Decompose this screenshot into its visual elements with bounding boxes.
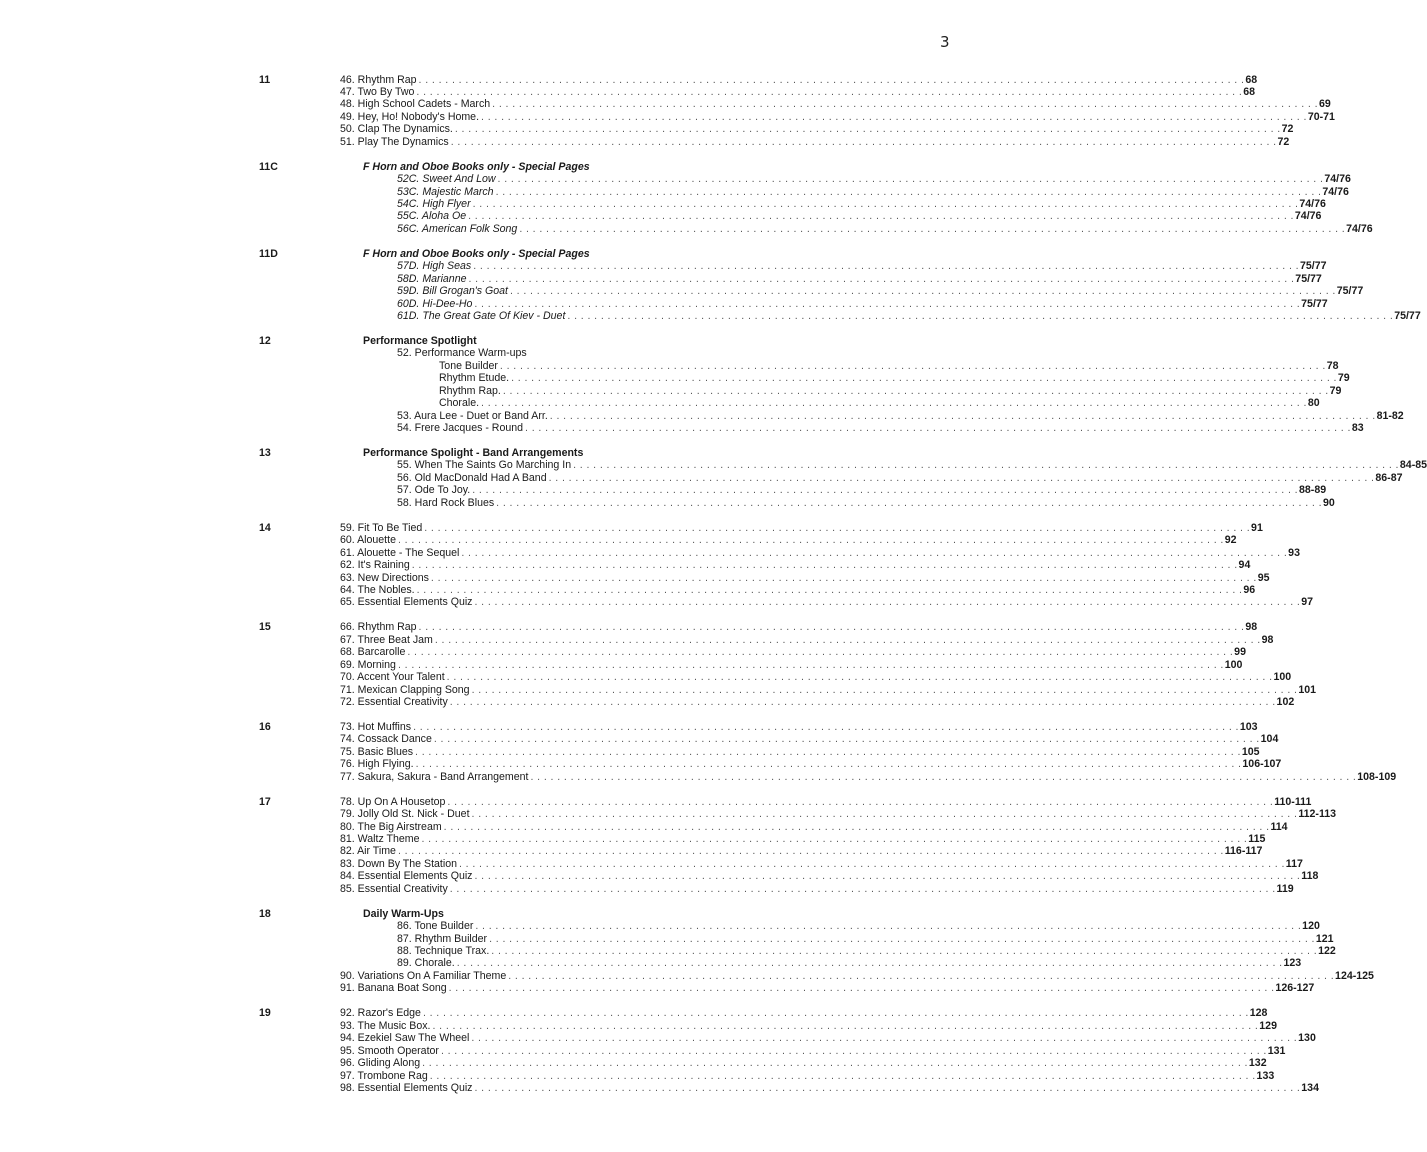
toc-entry[interactable]: [397, 272, 1322, 285]
dot-leader: . . . . . . . . . . . . . . . . . . . . . . . . . . . . . . . . . . . . . . . . . . . . . . . . . . . . . . . . . . . . . . . . . . . . . . . . . . . . . . . . . . . . . . . . . . . . . . . . . . . . . . . . . . . . . . . . . . . . . . . . . . . .: [433, 733, 1260, 746]
toc-entry-page: 69: [1318, 98, 1331, 111]
toc-entry-page: 75/77: [1336, 285, 1364, 298]
toc-entry[interactable]: [340, 85, 1255, 98]
toc-entry[interactable]: [340, 658, 1243, 671]
toc-entry-title: 70. Accent Your Talent: [340, 671, 445, 684]
toc-entry-page: 132: [1248, 1057, 1267, 1070]
toc-entry-page: 110-111: [1274, 795, 1312, 808]
dot-leader: . . . . . . . . . . . . . . . . . . . . . . . . . . . . . . . . . . . . . . . . . . . . . . . . . . . . . . . . . . . . . . . . . . . . . . . . . . . . . . . . . . . . . . . . . . . . . . . . . . . . . . . . . . . . . . . . . . . . . . . . . . . .: [471, 808, 1298, 821]
toc-entry-page: 103: [1239, 720, 1258, 733]
dot-leader: . . . . . . . . . . . . . . . . . . . . . . . . . . . . . . . . . . . . . . . . . . . . . . . . . . . . . . . . . . . . . . . . . . . . . . . . . . . . . . . . . . . . . . . . . . . . . . . . . . . . . . . . . . . . . . . . . . . . . . . . . . . .: [413, 720, 1239, 733]
toc-entry[interactable]: [340, 696, 1295, 708]
toc-entry[interactable]: [340, 745, 1260, 758]
toc-entry-title: 53. Aura Lee - Duet or Band Arr.: [397, 409, 548, 422]
toc-entry-title: 88. Technique Trax.: [397, 945, 490, 957]
toc-entry-title: 63. New Directions: [340, 571, 429, 584]
toc-entry[interactable]: [439, 397, 1320, 410]
toc-entry-title: 93. The Music Box.: [340, 1019, 431, 1032]
toc-entry[interactable]: [397, 222, 1373, 235]
dot-leader: . . . . . . . . . . . . . . . . . . . . . . . . . . . . . . . . . . . . . . . . . . . . . . . . . . . . . . . . . . . . . . . . . . . . . . . . . . . . . . . . . . . . . . . . . . . . . . . . . . . . . . . . . . . . . . . . . . . . . . . . . . . .: [448, 982, 1275, 995]
toc-entry-page: 114: [1270, 820, 1288, 833]
toc-entry-title: 47. Two By Two: [340, 85, 415, 98]
toc-entry-page: 102: [1276, 696, 1295, 708]
toc-entry-page: 68: [1245, 73, 1258, 86]
toc-entry-page: 134: [1301, 1081, 1319, 1094]
toc-entry-title: 57. Ode To Joy.: [397, 484, 471, 497]
toc-entry-page: 75/77: [1295, 272, 1322, 285]
toc-entry-title: Rhythm Rap.: [439, 384, 501, 397]
toc-entry-title: 84. Essential Elements Quiz: [340, 870, 473, 883]
toc-entry[interactable]: [397, 471, 1403, 484]
dot-leader: . . . . . . . . . . . . . . . . . . . . . . . . . . . . . . . . . . . . . . . . . . . . . . . . . . . . . . . . . . . . . . . . . . . . . . . . . . . . . . . . . . . . . . . . . . . . . . . . . . . . . . . . . . . . . . . . . . . . . . . . . . . .: [397, 658, 1224, 671]
dot-leader: . . . . . . . . . . . . . . . . . . . . . . . . . . . . . . . . . . . . . . . . . . . . . . . . . . . . . . . . . . . . . . . . . . . . . . . . . . . . . . . . . . . . . . . . . . . . . . . . . . . . . . . . . . . . . . . . . . . . . . . . . . . .: [456, 957, 1283, 970]
toc-entry-page: 118: [1301, 870, 1319, 883]
toc-entry-page: 96: [1243, 583, 1256, 596]
toc-entry-page: 117: [1285, 857, 1303, 870]
toc-entry[interactable]: [439, 359, 1339, 372]
section-number: 14: [259, 521, 271, 534]
toc-entry[interactable]: [439, 384, 1342, 397]
toc-entry[interactable]: [397, 347, 527, 359]
toc-entry-title: 48. High School Cadets - March: [340, 98, 491, 111]
toc-entry-title: 72. Essential Creativity: [340, 696, 448, 708]
toc-entry-page: 122: [1318, 945, 1336, 957]
dot-leader: . . . . . . . . . . . . . . . . . . . . . . . . . . . . . . . . . . . . . . . . . . . . . . . . . . . . . . . . . . . . . . . . . . . . . . . . . . . . . . . . . . . . . . . . . . . . . . . . . . . . . . . . . . . . . . . . . . . . . . . . . . . .: [509, 285, 1336, 298]
toc-entry-page: 70-71: [1307, 110, 1335, 123]
toc-entry-title: 87. Rhythm Builder: [397, 932, 488, 945]
toc-entry[interactable]: [340, 633, 1274, 646]
toc-entry-page: 123: [1283, 957, 1302, 970]
dot-leader: . . . . . . . . . . . . . . . . . . . . . . . . . . . . . . . . . . . . . . . . . . . . . . . . . . . . . . . . . . . . . . . . . . . . . . . . . . . . . . . . . . . . . . . . . . . . . . . . . . . . . . . . . . . . . . . . . . . . . . . . . . . .: [397, 845, 1224, 858]
dot-leader: . . . . . . . . . . . . . . . . . . . . . . . . . . . . . . . . . . . . . . . . . . . . . . . . . . . . . . . . . . . . . . . . . . . . . . . . . . . . . . . . . . . . . . . . . . . . . . . . . . . . . . . . . . . . . . . . . . . . . . . . . . . .: [567, 310, 1394, 323]
toc-entry-title: 95. Smooth Operator: [340, 1044, 439, 1057]
section-number: 12: [259, 334, 271, 347]
toc-entry[interactable]: [340, 571, 1270, 584]
dot-leader: . . . . . . . . . . . . . . . . . . . . . . . . . . . . . . . . . . . . . . . . . . . . . . . . . . . . . . . . . . . . . . . . . . . . . . . . . . . . . . . . . . . . . . . . . . . . . . . . . . . . . . . . . . . . . . . . . . . . . . . . . . . .: [416, 583, 1243, 596]
dot-leader: . . . . . . . . . . . . . . . . . . . . . . . . . . . . . . . . . . . . . . . . . . . . . . . . . . . . . . . . . . . . . . . . . . . . . . . . . . . . . . . . . . . . . . . . . . . . . . . . . . . . . . . . . . . . . . . . . . . . . . . . . . . .: [454, 123, 1281, 136]
dot-leader: . . . . . . . . . . . . . . . . . . . . . . . . . . . . . . . . . . . . . . . . . . . . . . . . . . . . . . . . . . . . . . . . . . . . . . . . . . . . . . . . . . . . . . . . . . . . . . . . . . . . . . . . . . . . . . . . . . . . . . . . . . . .: [519, 222, 1346, 235]
section-number: 11C: [259, 160, 278, 173]
dot-leader: . . . . . . . . . . . . . . . . . . . . . . . . . . . . . . . . . . . . . . . . . . . . . . . . . . . . . . . . . . . . . . . . . . . . . . . . . . . . . . . . . . . . . . . . . . . . . . . . . . . . . . . . . . . . . . . . . . . . . . . . . . . .: [499, 359, 1326, 372]
toc-entry-title: 81. Waltz Theme: [340, 832, 420, 845]
toc-entry-title: 46. Rhythm Rap: [340, 73, 417, 86]
dot-leader: . . . . . . . . . . . . . . . . . . . . . . . . . . . . . . . . . . . . . . . . . . . . . . . . . . . . . . . . . . . . . . . . . . . . . . . . . . . . . . . . . . . . . . . . . . . . . . . . . . . . . . . . . . . . . . . . . . . . . . . . . . . .: [416, 85, 1243, 98]
toc-entry-page: 131: [1267, 1044, 1286, 1057]
toc-entry-title: 85. Essential Creativity: [340, 882, 448, 895]
dot-leader: . . . . . . . . . . . . . . . . . . . . . . . . . . . . . . . . . . . . . . . . . . . . . . . . . . . . . . . . . . . . . . . . . . . . . . . . . . . . . . . . . . . . . . . . . . . . . . . . . . . . . . . . . . . . . . . . . . . . . . . . . . . .: [471, 1032, 1298, 1045]
dot-leader: . . . . . . . . . . . . . . . . . . . . . . . . . . . . . . . . . . . . . . . . . . . . . . . . . . . . . . . . . . . . . . . . . . . . . . . . . . . . . . . . . . . . . . . . . . . . . . . . . . . . . . . . . . . . . . . . . . . . . . . . . . . .: [429, 1069, 1256, 1082]
toc-entry-page: 100: [1224, 658, 1243, 671]
dot-leader: . . . . . . . . . . . . . . . . . . . . . . . . . . . . . . . . . . . . . . . . . . . . . . . . . . . . . . . . . . . . . . . . . . . . . . . . . . . . . . . . . . . . . . . . . . . . . . . . . . . . . . . . . . . . . . . . . . . . . . . . . . . .: [472, 198, 1299, 210]
toc-entry-page: 108-109: [1357, 770, 1397, 783]
toc-entry-title: 60D. Hi-Dee-Ho: [397, 297, 473, 310]
dot-leader: . . . . . . . . . . . . . . . . . . . . . . . . . . . . . . . . . . . . . . . . . . . . . . . . . . . . . . . . . . . . . . . . . . . . . . . . . . . . . . . . . . . . . . . . . . . . . . . . . . . . . . . . . . . . . . . . . . . . . . . . . . . .: [440, 1044, 1267, 1057]
toc-entry[interactable]: [340, 559, 1251, 572]
toc-entry-title: 67. Three Beat Jam: [340, 633, 433, 646]
toc-entry-page: 106-107: [1242, 758, 1282, 771]
toc-entry-page: 74/76: [1322, 185, 1349, 198]
dot-leader: . . . . . . . . . . . . . . . . . . . . . . . . . . . . . . . . . . . . . . . . . . . . . . . . . . . . . . . . . . . . . . . . . . . . . . . . . . . . . . . . . . . . . . . . . . . . . . . . . . . . . . . . . . . . . . . . . . . . . . . . . . . .: [422, 1007, 1249, 1020]
toc-entry-title: 65. Essential Elements Quiz: [340, 596, 473, 609]
toc-entry-title: 76. High Flying.: [340, 758, 414, 771]
toc-entry[interactable]: [340, 1044, 1286, 1057]
toc-entry-title: 57D. High Seas: [397, 260, 472, 273]
dot-leader: . . . . . . . . . . . . . . . . . . . . . . . . . . . . . . . . . . . . . . . . . . . . . . . . . . . . . . . . . . . . . . . . . . . . . . . . . . . . . . . . . . . . . . . . . . . . . . . . . . . . . . . . . . . . . . . . . . . . . . . . . . . .: [432, 1019, 1259, 1032]
toc-entry[interactable]: [340, 720, 1258, 733]
toc-entry[interactable]: [397, 945, 1336, 957]
section-number: 17: [259, 795, 271, 808]
toc-entry-title: Tone Builder: [439, 359, 498, 372]
toc-entry[interactable]: [340, 832, 1266, 845]
toc-entry-title: 64. The Nobles.: [340, 583, 415, 596]
toc-entry[interactable]: [340, 1069, 1275, 1082]
toc-entry-page: 101: [1298, 683, 1317, 696]
dot-leader: . . . . . . . . . . . . . . . . . . . . . . . . . . . . . . . . . . . . . . . . . . . . . . . . . . . . . . . . . . . . . . . . . . . . . . . . . . . . . . . . . . . . . . . . . . . . . . . . . . . . . . . . . . . . . . . . . . . . . . . . . . . .: [449, 882, 1276, 895]
toc-entry[interactable]: [340, 857, 1303, 870]
toc-entry-page: 97: [1301, 596, 1314, 609]
dot-leader: . . . . . . . . . . . . . . . . . . . . . . . . . . . . . . . . . . . . . . . . . . . . . . . . . . . . . . . . . . . . . . . . . . . . . . . . . . . . . . . . . . . . . . . . . . . . . . . . . . . . . . . . . . . . . . . . . . . . . . . . . . . .: [474, 870, 1301, 883]
toc-entry-title: 86. Tone Builder: [397, 920, 474, 933]
toc-entry-title: 71. Mexican Clapping Song: [340, 683, 470, 696]
toc-entry-title: 51. Play The Dynamics: [340, 135, 449, 148]
toc-entry-page: 88-89: [1299, 484, 1327, 497]
dot-leader: . . . . . . . . . . . . . . . . . . . . . . . . . . . . . . . . . . . . . . . . . . . . . . . . . . . . . . . . . . . . . . . . . . . . . . . . . . . . . . . . . . . . . . . . . . . . . . . . . . . . . . . . . . . . . . . . . . . . . . . . . . . .: [491, 945, 1318, 957]
section-number: 13: [259, 447, 271, 459]
toc-entry[interactable]: [340, 795, 1312, 808]
toc-entry[interactable]: [340, 521, 1263, 534]
toc-entry-page: 81-82: [1376, 409, 1404, 422]
toc-entry-title: 68. Barcarolle: [340, 646, 406, 659]
section-heading: Daily Warm-Ups: [363, 907, 444, 920]
toc-entry-page: 79: [1329, 384, 1342, 397]
toc-entry-title: Chorale.: [439, 397, 480, 410]
toc-entry-title: 60. Alouette: [340, 534, 396, 547]
toc-entry-page: 90: [1322, 496, 1335, 509]
toc-entry-page: 112-113: [1298, 808, 1337, 821]
toc-entry-title: 69. Morning: [340, 658, 396, 671]
toc-entry-page: 79: [1337, 372, 1350, 385]
toc-entry[interactable]: [340, 845, 1263, 858]
toc-entry-page: 74/76: [1346, 222, 1373, 235]
toc-entry-title: 52C. Sweet And Low: [397, 173, 496, 186]
dot-leader: . . . . . . . . . . . . . . . . . . . . . . . . . . . . . . . . . . . . . . . . . . . . . . . . . . . . . . . . . . . . . . . . . . . . . . . . . . . . . . . . . . . . . . . . . . . . . . . . . . . . . . . . . . . . . . . . . . . . . . . . . . . .: [549, 409, 1376, 422]
toc-entry-title: 83. Down By The Station: [340, 857, 457, 870]
toc-entry[interactable]: [340, 982, 1315, 995]
toc-entry-title: 74. Cossack Dance: [340, 733, 432, 746]
dot-leader: . . . . . . . . . . . . . . . . . . . . . . . . . . . . . . . . . . . . . . . . . . . . . . . . . . . . . . . . . . . . . . . . . . . . . . . . . . . . . . . . . . . . . . . . . . . . . . . . . . . . . . . . . . . . . . . . . . . . . . . . . . . .: [508, 969, 1335, 982]
toc-entry[interactable]: [397, 957, 1302, 970]
dot-leader: . . . . . . . . . . . . . . . . . . . . . . . . . . . . . . . . . . . . . . . . . . . . . . . . . . . . . . . . . . . . . . . . . . . . . . . . . . . . . . . . . . . . . . . . . . . . . . . . . . . . . . . . . . . . . . . . . . . . . . . . . . . .: [422, 1057, 1248, 1070]
toc-entry[interactable]: [340, 546, 1300, 559]
section-heading: Performance Spotlight: [363, 334, 477, 347]
toc-entry-page: 93: [1288, 546, 1300, 559]
toc-entry-page: 115: [1248, 832, 1266, 845]
toc-entry[interactable]: [340, 73, 1258, 86]
toc-entry-page: 92: [1224, 534, 1237, 547]
dot-leader: . . . . . . . . . . . . . . . . . . . . . . . . . . . . . . . . . . . . . . . . . . . . . . . . . . . . . . . . . . . . . . . . . . . . . . . . . . . . . . . . . . . . . . . . . . . . . . . . . . . . . . . . . . . . . . . . . . . . . . . . . . . .: [511, 372, 1337, 385]
toc-entry-page: 86-87: [1375, 471, 1403, 484]
toc-entry-title: 56. Old MacDonald Had A Band: [397, 471, 547, 484]
dot-leader: . . . . . . . . . . . . . . . . . . . . . . . . . . . . . . . . . . . . . . . . . . . . . . . . . . . . . . . . . . . . . . . . . . . . . . . . . . . . . . . . . . . . . . . . . . . . . . . . . . . . . . . . . . . . . . . . . . . . . . . . . . . .: [472, 484, 1299, 497]
section-number: 11D: [259, 247, 278, 260]
dot-leader: . . . . . . . . . . . . . . . . . . . . . . . . . . . . . . . . . . . . . . . . . . . . . . . . . . . . . . . . . . . . . . . . . . . . . . . . . . . . . . . . . . . . . . . . . . . . . . . . . . . . . . . . . . . . . . . . . . . . . . . . . . . .: [489, 932, 1315, 945]
toc-entry[interactable]: [340, 110, 1335, 123]
toc-entry-title: 54C. High Flyer: [397, 198, 471, 210]
toc-entry[interactable]: [340, 820, 1288, 833]
toc-entry-page: 95: [1257, 571, 1270, 584]
toc-entry-title: 80. The Big Airstream: [340, 820, 442, 833]
toc-entry-page: 80: [1307, 397, 1320, 410]
toc-entry[interactable]: [340, 758, 1282, 771]
toc-entry[interactable]: [397, 920, 1320, 933]
dot-leader: . . . . . . . . . . . . . . . . . . . . . . . . . . . . . . . . . . . . . . . . . . . . . . . . . . . . . . . . . . . . . . . . . . . . . . . . . . . . . . . . . . . . . . . . . . . . . . . . . . . . . . . . . . . . . . . . . . . . . . . . . . . .: [450, 135, 1277, 148]
toc-entry-page: 84-85: [1399, 459, 1427, 472]
toc-entry[interactable]: [397, 932, 1334, 945]
toc-entry-title: 55C. Aloha Oe: [397, 210, 467, 223]
toc-entry-title: 61. Alouette - The Sequel: [340, 546, 460, 559]
dot-leader: . . . . . . . . . . . . . . . . . . . . . . . . . . . . . . . . . . . . . . . . . . . . . . . . . . . . . . . . . . . . . . . . . . . . . . . . . . . . . . . . . . . . . . . . . . . . . . . . . . . . . . . . . . . . . . . . . . . . . . . . . . . .: [474, 297, 1301, 310]
dot-leader: . . . . . . . . . . . . . . . . . . . . . . . . . . . . . . . . . . . . . . . . . . . . . . . . . . . . . . . . . . . . . . . . . . . . . . . . . . . . . . . . . . . . . . . . . . . . . . . . . . . . . . . . . . . . . . . . . . . . . . . . . . . .: [443, 820, 1270, 833]
toc-entry-title: 91. Banana Boat Song: [340, 982, 447, 995]
toc-entry[interactable]: [340, 98, 1331, 111]
toc-entry-title: 94. Ezekiel Saw The Wheel: [340, 1032, 470, 1045]
section-heading: F Horn and Oboe Books only - Special Pages: [363, 160, 590, 173]
toc-entry[interactable]: [340, 1007, 1268, 1020]
dot-leader: . . . . . . . . . . . . . . . . . . . . . . . . . . . . . . . . . . . . . . . . . . . . . . . . . . . . . . . . . . . . . . . . . . . . . . . . . . . . . . . . . . . . . . . . . . . . . . . . . . . . . . . . . . . . . . . . . . . . . . . . . . . .: [447, 795, 1274, 808]
toc-entry-title: 73. Hot Muffins: [340, 720, 412, 733]
toc-entry[interactable]: [397, 496, 1335, 509]
dot-leader: . . . . . . . . . . . . . . . . . . . . . . . . . . . . . . . . . . . . . . . . . . . . . . . . . . . . . . . . . . . . . . . . . . . . . . . . . . . . . . . . . . . . . . . . . . . . . . . . . . . . . . . . . . . . . . . . . . . . . . . . . . . .: [468, 210, 1294, 223]
toc-entry[interactable]: [340, 1081, 1319, 1094]
toc-entry[interactable]: [340, 1057, 1267, 1070]
section-number: 19: [259, 1007, 271, 1020]
toc-entry-title: 78. Up On A Housetop: [340, 795, 446, 808]
dot-leader: . . . . . . . . . . . . . . . . . . . . . . . . . . . . . . . . . . . . . . . . . . . . . . . . . . . . . . . . . . . . . . . . . . . . . . . . . . . . . . . . . . . . . . . . . . . . . . . . . . . . . . . . . . . . . . . . . . . . . . . . . . . .: [446, 671, 1273, 684]
toc-entry-page: 75/77: [1394, 310, 1421, 323]
toc-entry-page: 98: [1261, 633, 1274, 646]
dot-leader: . . . . . . . . . . . . . . . . . . . . . . . . . . . . . . . . . . . . . . . . . . . . . . . . . . . . . . . . . . . . . . . . . . . . . . . . . . . . . . . . . . . . . . . . . . . . . . . . . . . . . . . . . . . . . . . . . . . . . . . . . . . .: [449, 696, 1276, 708]
toc-entry[interactable]: [340, 969, 1374, 982]
dot-leader: . . . . . . . . . . . . . . . . . . . . . . . . . . . . . . . . . . . . . . . . . . . . . . . . . . . . . . . . . . . . . . . . . . . . . . . . . . . . . . . . . . . . . . . . . . . . . . . . . . . . . . . . . . . . . . . . . . . . . . . . . . . .: [424, 521, 1251, 534]
toc-entry-page: 72: [1277, 135, 1290, 148]
dot-leader: . . . . . . . . . . . . . . . . . . . . . . . . . . . . . . . . . . . . . . . . . . . . . . . . . . . . . . . . . . . . . . . . . . . . . . . . . . . . . . . . . . . . . . . . . . . . . . . . . . . . . . . . . . . . . . . . . . . . . . . . . . . .: [468, 272, 1295, 285]
dot-leader: . . . . . . . . . . . . . . . . . . . . . . . . . . . . . . . . . . . . . . . . . . . . . . . . . . . . . . . . . . . . . . . . . . . . . . . . . . . . . . . . . . . . . . . . . . . . . . . . . . . . . . . . . . . . . . . . . . . . . . . . . . . .: [481, 397, 1307, 410]
dot-leader: . . . . . . . . . . . . . . . . . . . . . . . . . . . . . . . . . . . . . . . . . . . . . . . . . . . . . . . . . . . . . . . . . . . . . . . . . . . . . . . . . . . . . . . . . . . . . . . . . . . . . . . . . . . . . . . . . . . . . . . . . . . .: [418, 621, 1245, 634]
dot-leader: . . . . . . . . . . . . . . . . . . . . . . . . . . . . . . . . . . . . . . . . . . . . . . . . . . . . . . . . . . . . . . . . . . . . . . . . . . . . . . . . . . . . . . . . . . . . . . . . . . . . . . . . . . . . . . . . . . . . . . . . . . . .: [461, 546, 1288, 559]
dot-leader: . . . . . . . . . . . . . . . . . . . . . . . . . . . . . . . . . . . . . . . . . . . . . . . . . . . . . . . . . . . . . . . . . . . . . . . . . . . . . . . . . . . . . . . . . . . . . . . . . . . . . . . . . . . . . . . . . . . . . . . . . . . .: [397, 534, 1224, 547]
toc-entry-page: 129: [1259, 1019, 1277, 1032]
toc-entry-page: 120: [1302, 920, 1320, 933]
dot-leader: . . . . . . . . . . . . . . . . . . . . . . . . . . . . . . . . . . . . . . . . . . . . . . . . . . . . . . . . . . . . . . . . . . . . . . . . . . . . . . . . . . . . . . . . . . . . . . . . . . . . . . . . . . . . . . . . . . . . . . . . . . . .: [407, 646, 1234, 659]
section-number: 15: [259, 621, 271, 634]
toc-entry[interactable]: [340, 596, 1314, 609]
toc-entry[interactable]: [340, 123, 1294, 136]
toc-entry-page: 104: [1260, 733, 1279, 746]
dot-leader: . . . . . . . . . . . . . . . . . . . . . . . . . . . . . . . . . . . . . . . . . . . . . . . . . . . . . . . . . . . . . . . . . . . . . . . . . . . . . . . . . . . . . . . . . . . . . . . . . . . . . . . . . . . . . . . . . . . . . . . . . . . .: [525, 422, 1351, 435]
toc-entry-page: 130: [1298, 1032, 1316, 1045]
toc-entry[interactable]: [397, 484, 1327, 497]
toc-entry[interactable]: [340, 646, 1246, 659]
toc-entry-title: 96. Gliding Along: [340, 1057, 421, 1070]
toc-entry-page: 119: [1276, 882, 1294, 895]
toc-entry-page: 121: [1315, 932, 1334, 945]
dot-leader: . . . . . . . . . . . . . . . . . . . . . . . . . . . . . . . . . . . . . . . . . . . . . . . . . . . . . . . . . . . . . . . . . . . . . . . . . . . . . . . . . . . . . . . . . . . . . . . . . . . . . . . . . . . . . . . . . . . . . . . . . . . .: [473, 260, 1299, 273]
toc-entry-title: 56C. American Folk Song: [397, 222, 518, 235]
toc-entry[interactable]: [397, 285, 1364, 298]
dot-leader: . . . . . . . . . . . . . . . . . . . . . . . . . . . . . . . . . . . . . . . . . . . . . . . . . . . . . . . . . . . . . . . . . . . . . . . . . . . . . . . . . . . . . . . . . . . . . . . . . . . . . . . . . . . . . . . . . . . . . . . . . . . .: [475, 920, 1302, 933]
toc-entry[interactable]: [397, 459, 1427, 472]
toc-entry-page: 75/77: [1301, 297, 1328, 310]
toc-entry-page: 128: [1249, 1007, 1268, 1020]
dot-leader: . . . . . . . . . . . . . . . . . . . . . . . . . . . . . . . . . . . . . . . . . . . . . . . . . . . . . . . . . . . . . . . . . . . . . . . . . . . . . . . . . . . . . . . . . . . . . . . . . . . . . . . . . . . . . . . . . . . . . . . . . . . .: [459, 857, 1285, 870]
toc-entry-page: 126-127: [1275, 982, 1315, 995]
section-heading: Performance Spolight - Band Arrangements: [363, 447, 584, 459]
section-number: 11: [259, 73, 271, 86]
dot-leader: . . . . . . . . . . . . . . . . . . . . . . . . . . . . . . . . . . . . . . . . . . . . . . . . . . . . . . . . . . . . . . . . . . . . . . . . . . . . . . . . . . . . . . . . . . . . . . . . . . . . . . . . . . . . . . . . . . . . . . . . . . . .: [502, 384, 1329, 397]
dot-leader: . . . . . . . . . . . . . . . . . . . . . . . . . . . . . . . . . . . . . . . . . . . . . . . . . . . . . . . . . . . . . . . . . . . . . . . . . . . . . . . . . . . . . . . . . . . . . . . . . . . . . . . . . . . . . . . . . . . . . . . . . . . .: [573, 459, 1399, 472]
dot-leader: . . . . . . . . . . . . . . . . . . . . . . . . . . . . . . . . . . . . . . . . . . . . . . . . . . . . . . . . . . . . . . . . . . . . . . . . . . . . . . . . . . . . . . . . . . . . . . . . . . . . . . . . . . . . . . . . . . . . . . . . . . . .: [471, 683, 1298, 696]
toc-entry-title: 50. Clap The Dynamics.: [340, 123, 453, 136]
toc-entry[interactable]: [397, 260, 1327, 273]
toc-entry[interactable]: [397, 198, 1326, 210]
dot-leader: . . . . . . . . . . . . . . . . . . . . . . . . . . . . . . . . . . . . . . . . . . . . . . . . . . . . . . . . . . . . . . . . . . . . . . . . . . . . . . . . . . . . . . . . . . . . . . . . . . . . . . . . . . . . . . . . . . . . . . . . . . . .: [415, 758, 1242, 771]
toc-entry-title: 58D. Marianne: [397, 272, 467, 285]
toc-entry-title: 53C. Majestic March: [397, 185, 494, 198]
dot-leader: . . . . . . . . . . . . . . . . . . . . . . . . . . . . . . . . . . . . . . . . . . . . . . . . . . . . . . . . . . . . . . . . . . . . . . . . . . . . . . . . . . . . . . . . . . . . . . . . . . . . . . . . . . . . . . . . . . . . . . . . . . . .: [548, 471, 1375, 484]
toc-entry[interactable]: [340, 621, 1258, 634]
toc-entry-title: Rhythm Etude.: [439, 372, 510, 385]
dot-leader: . . . . . . . . . . . . . . . . . . . . . . . . . . . . . . . . . . . . . . . . . . . . . . . . . . . . . . . . . . . . . . . . . . . . . . . . . . . . . . . . . . . . . . . . . . . . . . . . . . . . . . . . . . . . . . . . . . . . . . . . . . . .: [495, 185, 1322, 198]
toc-entry-title: 52. Performance Warm-ups: [397, 347, 527, 360]
toc-entry-title: 61D. The Great Gate Of Kiev - Duet: [397, 310, 566, 323]
toc-entry[interactable]: [340, 683, 1317, 696]
section-number: 16: [259, 720, 271, 733]
toc-entry[interactable]: [340, 733, 1279, 746]
toc-entry-page: 74/76: [1294, 210, 1322, 223]
dot-leader: . . . . . . . . . . . . . . . . . . . . . . . . . . . . . . . . . . . . . . . . . . . . . . . . . . . . . . . . . . . . . . . . . . . . . . . . . . . . . . . . . . . . . . . . . . . . . . . . . . . . . . . . . . . . . . . . . . . . . . . . . . . .: [430, 571, 1257, 584]
dot-leader: . . . . . . . . . . . . . . . . . . . . . . . . . . . . . . . . . . . . . . . . . . . . . . . . . . . . . . . . . . . . . . . . . . . . . . . . . . . . . . . . . . . . . . . . . . . . . . . . . . . . . . . . . . . . . . . . . . . . . . . . . . . .: [474, 596, 1301, 609]
dot-leader: . . . . . . . . . . . . . . . . . . . . . . . . . . . . . . . . . . . . . . . . . . . . . . . . . . . . . . . . . . . . . . . . . . . . . . . . . . . . . . . . . . . . . . . . . . . . . . . . . . . . . . . . . . . . . . . . . . . . . . . . . . . .: [496, 496, 1322, 509]
toc-entry-page: 99: [1234, 646, 1246, 659]
toc-entry-title: 97. Trombone Rag: [340, 1069, 428, 1082]
dot-leader: . . . . . . . . . . . . . . . . . . . . . . . . . . . . . . . . . . . . . . . . . . . . . . . . . . . . . . . . . . . . . . . . . . . . . . . . . . . . . . . . . . . . . . . . . . . . . . . . . . . . . . . . . . . . . . . . . . . . . . . . . . . .: [530, 770, 1357, 783]
toc-entry-page: 83: [1351, 422, 1364, 435]
toc-entry[interactable]: [340, 882, 1294, 895]
toc-entry[interactable]: [397, 185, 1349, 198]
toc-entry[interactable]: [340, 1019, 1277, 1032]
toc-entry[interactable]: [340, 583, 1256, 596]
toc-entry-title: 90. Variations On A Familiar Theme: [340, 969, 507, 982]
dot-leader: . . . . . . . . . . . . . . . . . . . . . . . . . . . . . . . . . . . . . . . . . . . . . . . . . . . . . . . . . . . . . . . . . . . . . . . . . . . . . . . . . . . . . . . . . . . . . . . . . . . . . . . . . . . . . . . . . . . . . . . . . . . .: [481, 110, 1307, 123]
dot-leader: . . . . . . . . . . . . . . . . . . . . . . . . . . . . . . . . . . . . . . . . . . . . . . . . . . . . . . . . . . . . . . . . . . . . . . . . . . . . . . . . . . . . . . . . . . . . . . . . . . . . . . . . . . . . . . . . . . . . . . . . . . . .: [474, 1081, 1301, 1094]
dot-leader: . . . . . . . . . . . . . . . . . . . . . . . . . . . . . . . . . . . . . . . . . . . . . . . . . . . . . . . . . . . . . . . . . . . . . . . . . . . . . . . . . . . . . . . . . . . . . . . . . . . . . . . . . . . . . . . . . . . . . . . . . . . .: [421, 832, 1248, 845]
dot-leader: . . . . . . . . . . . . . . . . . . . . . . . . . . . . . . . . . . . . . . . . . . . . . . . . . . . . . . . . . . . . . . . . . . . . . . . . . . . . . . . . . . . . . . . . . . . . . . . . . . . . . . . . . . . . . . . . . . . . . . . . . . . .: [418, 73, 1245, 86]
toc-entry-title: 79. Jolly Old St. Nick - Duet: [340, 808, 470, 821]
toc-entry-title: 55. When The Saints Go Marching In: [397, 459, 572, 472]
toc-entry-page: 91: [1251, 521, 1263, 534]
toc-entry-page: 124-125: [1335, 969, 1374, 982]
toc-entry-title: 92. Razor's Edge: [340, 1007, 421, 1020]
toc-entry[interactable]: [340, 1032, 1316, 1045]
toc-entry[interactable]: [340, 770, 1397, 783]
dot-leader: . . . . . . . . . . . . . . . . . . . . . . . . . . . . . . . . . . . . . . . . . . . . . . . . . . . . . . . . . . . . . . . . . . . . . . . . . . . . . . . . . . . . . . . . . . . . . . . . . . . . . . . . . . . . . . . . . . . . . . . . . . . .: [492, 98, 1318, 111]
toc-entry-page: 75/77: [1300, 260, 1327, 273]
toc-entry[interactable]: [397, 210, 1322, 223]
toc-entry[interactable]: [397, 173, 1351, 186]
toc-entry-title: 59D. Bill Grogan's Goat: [397, 285, 508, 298]
dot-leader: . . . . . . . . . . . . . . . . . . . . . . . . . . . . . . . . . . . . . . . . . . . . . . . . . . . . . . . . . . . . . . . . . . . . . . . . . . . . . . . . . . . . . . . . . . . . . . . . . . . . . . . . . . . . . . . . . . . . . . . . . . . .: [434, 633, 1261, 646]
toc-entry[interactable]: [340, 534, 1237, 547]
toc-entry-title: 77. Sakura, Sakura - Band Arrangement: [340, 770, 529, 783]
toc-entry-title: 98. Essential Elements Quiz: [340, 1081, 473, 1094]
toc-entry[interactable]: [340, 808, 1337, 821]
toc-entry[interactable]: [397, 310, 1421, 323]
toc-entry[interactable]: [397, 422, 1364, 435]
section-number: 18: [259, 907, 271, 920]
toc-entry-title: 54. Frere Jacques - Round: [397, 422, 524, 435]
toc-entry-page: 94: [1238, 559, 1251, 572]
toc-entry[interactable]: [340, 135, 1290, 148]
dot-leader: . . . . . . . . . . . . . . . . . . . . . . . . . . . . . . . . . . . . . . . . . . . . . . . . . . . . . . . . . . . . . . . . . . . . . . . . . . . . . . . . . . . . . . . . . . . . . . . . . . . . . . . . . . . . . . . . . . . . . . . . . . . .: [415, 745, 1241, 758]
section-heading: F Horn and Oboe Books only - Special Pages: [363, 247, 590, 260]
toc-entry-title: 82. Air Time: [340, 845, 396, 858]
toc-entry-title: 62. It's Raining: [340, 559, 410, 572]
toc-entry-page: 98: [1245, 621, 1258, 634]
toc-entry[interactable]: [340, 870, 1319, 883]
toc-entry-page: 74/76: [1299, 198, 1326, 210]
toc-entry-page: 74/76: [1324, 173, 1351, 186]
toc-entry-page: 116-117: [1224, 845, 1263, 858]
toc-entry-title: 75. Basic Blues: [340, 745, 414, 758]
toc-entry[interactable]: [397, 297, 1328, 310]
toc-entry-title: 58. Hard Rock Blues: [397, 496, 495, 509]
page-number: 3: [940, 33, 950, 51]
toc-entry-page: 78: [1326, 359, 1339, 372]
toc-entry-page: 105: [1241, 745, 1260, 758]
toc-entry[interactable]: [439, 372, 1350, 385]
toc-entry[interactable]: [340, 671, 1292, 684]
dot-leader: . . . . . . . . . . . . . . . . . . . . . . . . . . . . . . . . . . . . . . . . . . . . . . . . . . . . . . . . . . . . . . . . . . . . . . . . . . . . . . . . . . . . . . . . . . . . . . . . . . . . . . . . . . . . . . . . . . . . . . . . . . . .: [411, 559, 1238, 572]
toc-entry[interactable]: [397, 409, 1404, 422]
toc-entry-title: 89. Chorale.: [397, 957, 455, 970]
dot-leader: . . . . . . . . . . . . . . . . . . . . . . . . . . . . . . . . . . . . . . . . . . . . . . . . . . . . . . . . . . . . . . . . . . . . . . . . . . . . . . . . . . . . . . . . . . . . . . . . . . . . . . . . . . . . . . . . . . . . . . . . . . . .: [497, 173, 1324, 186]
toc-entry-page: 100: [1273, 671, 1292, 684]
toc-entry-page: 68: [1243, 85, 1255, 98]
toc-entry-title: 66. Rhythm Rap: [340, 621, 417, 634]
toc-entry-page: 72: [1281, 123, 1294, 136]
toc-entry-title: 49. Hey, Ho! Nobody's Home.: [340, 110, 480, 123]
toc-entry-page: 133: [1256, 1069, 1275, 1082]
toc-entry-title: 59. Fit To Be Tied: [340, 521, 423, 534]
